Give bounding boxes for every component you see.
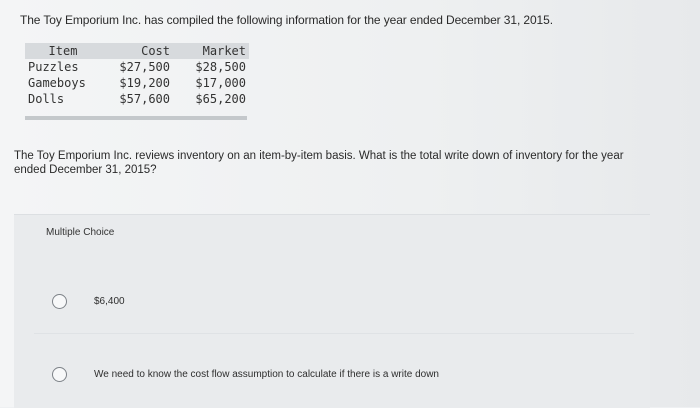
cell-item: Puzzles	[28, 60, 79, 74]
radio-button-icon[interactable]	[52, 294, 67, 309]
header-item: Item	[25, 43, 101, 59]
cell-market: $65,200	[195, 92, 246, 106]
cell-item: Dolls	[28, 92, 65, 106]
table-header-row	[25, 43, 249, 59]
question-text: The Toy Emporium Inc. reviews inventory on an item-by-item basis. What is the total write down of inventory for the year ended December 31, 2015?	[14, 150, 624, 176]
cell-market: $17,000	[195, 76, 246, 90]
header-market: Market	[173, 43, 249, 59]
option-divider	[34, 333, 634, 334]
answer-option-text: $6,400	[94, 295, 125, 307]
radio-button-icon[interactable]	[52, 367, 67, 382]
table-bottom-rule	[25, 116, 247, 120]
answer-option-text: We need to know the cost flow assumption to calculate if there is a write down	[94, 368, 439, 380]
multiple-choice-panel	[14, 214, 650, 408]
header-cost: Cost	[101, 43, 173, 59]
intro-text: The Toy Emporium Inc. has compiled the following information for the year ended December 31, 2015.	[20, 13, 553, 27]
cell-cost: $57,600	[119, 92, 170, 106]
cell-cost: $27,500	[119, 60, 170, 74]
cell-cost: $19,200	[119, 76, 170, 90]
answer-option-2[interactable]	[14, 360, 650, 388]
table-row	[25, 91, 249, 107]
answer-option-1[interactable]	[14, 287, 650, 315]
cell-item: Gameboys	[28, 76, 86, 90]
multiple-choice-label: Multiple Choice	[46, 227, 115, 238]
table-row	[25, 59, 249, 75]
cell-market: $28,500	[195, 60, 246, 74]
inventory-table	[25, 43, 249, 107]
table-row	[25, 75, 249, 91]
